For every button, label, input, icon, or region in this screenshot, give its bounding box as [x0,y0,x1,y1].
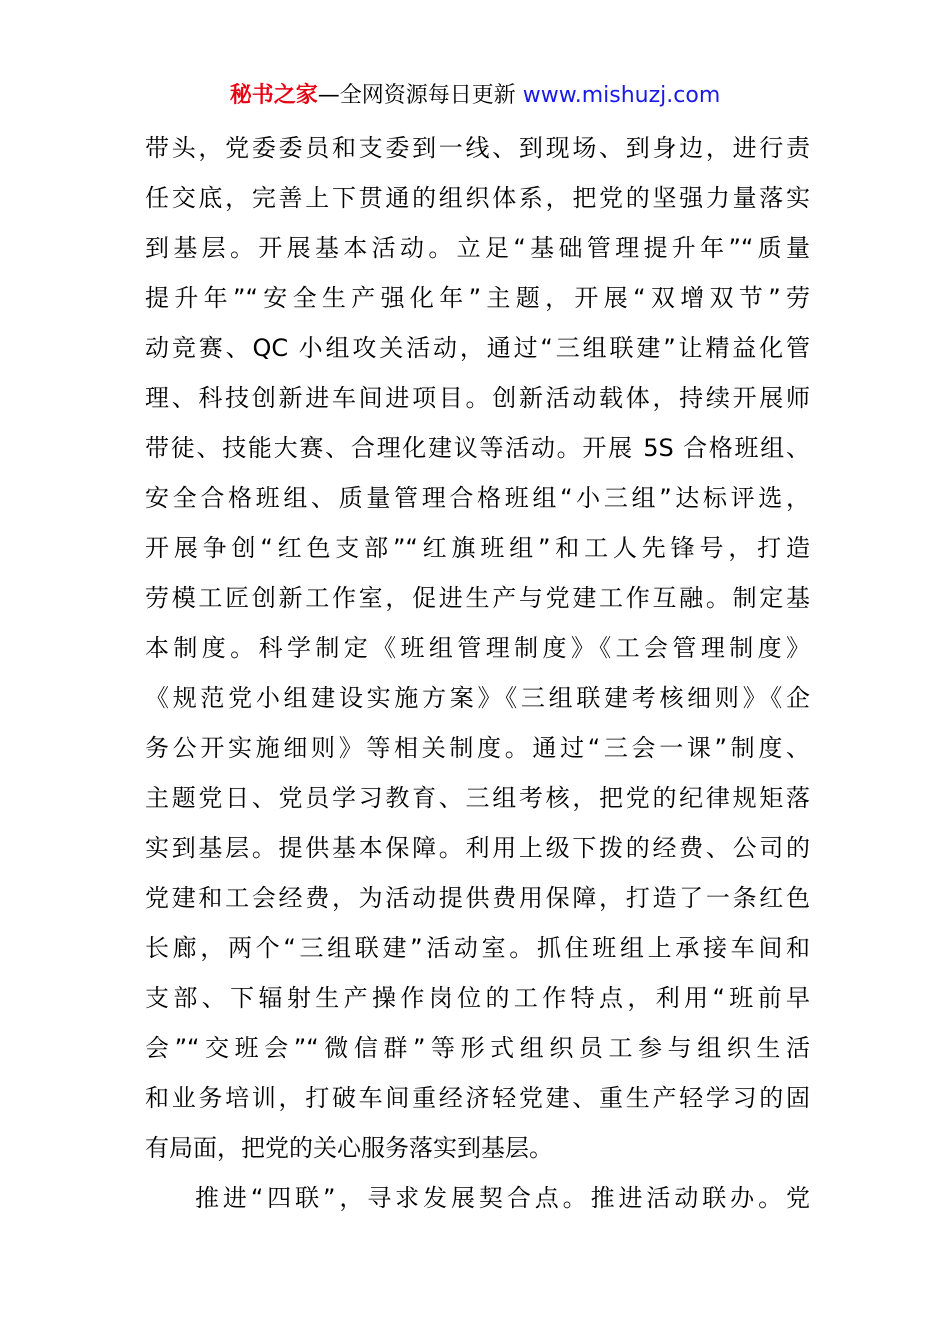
text-line: 提升年”“安全生产强化年”主题，开展“双增双节”劳 [145,284,810,312]
text-line: 带徒、技能大赛、合理化建议等活动。开展 5S 合格班组、 [145,434,810,462]
text-line: 党建和工会经费，为活动提供费用保障，打造了一条红色 [145,884,810,912]
text-line: 会”“交班会”“微信群”等形式组织员工参与组织生活 [145,1034,810,1062]
paragraph-start-line: 推进“四联”，寻求发展契合点。推进活动联办。党 [195,1184,810,1212]
text-line: 带头，党委委员和支委到一线、到现场、到身边，进行责 [145,134,810,162]
text-line: 动竞赛、QC 小组攻关活动，通过“三组联建”让精益化管 [145,334,810,362]
text-line: 主题党日、党员学习教育、三组考核，把党的纪律规矩落 [145,784,810,812]
paragraph-end-line: 有局面，把党的关心服务落实到基层。 [145,1134,553,1162]
site-header [0,80,950,112]
text-line: 《规范党小组建设实施方案》《三组联建考核细则》《企 [145,684,810,712]
text-line: 安全合格班组、质量管理合格班组“小三组”达标评选， [145,484,810,512]
text-line: 务公开实施细则》等相关制度。通过“三会一课”制度、 [145,734,810,762]
text-line: 本制度。科学制定《班组管理制度》《工会管理制度》 [145,634,810,662]
text-line: 支部、下辐射生产操作岗位的工作特点，利用“班前早 [145,984,810,1012]
document-body [145,123,810,1223]
brand-name: 秘书之家 [229,83,318,108]
text-line: 长廊，两个“三组联建”活动室。抓住班组上承接车间和 [145,934,810,962]
site-url-link[interactable]: www.mishuzj.com [522,83,721,108]
text-line: 理、科技创新进车间进项目。创新活动载体，持续开展师 [145,384,810,412]
header-tagline: —全网资源每日更新 [317,83,516,108]
text-line: 开展争创“红色支部”“红旗班组”和工人先锋号，打造 [145,534,810,562]
text-line: 实到基层。提供基本保障。利用上级下拨的经费、公司的 [145,834,810,862]
text-line: 任交底，完善上下贯通的组织体系，把党的坚强力量落实 [145,184,810,212]
text-line: 到基层。开展基本活动。立足“基础管理提升年”“质量 [145,234,810,262]
text-line: 和业务培训，打破车间重经济轻党建、重生产轻学习的固 [145,1084,810,1112]
text-line: 劳模工匠创新工作室，促进生产与党建工作互融。制定基 [145,584,810,612]
